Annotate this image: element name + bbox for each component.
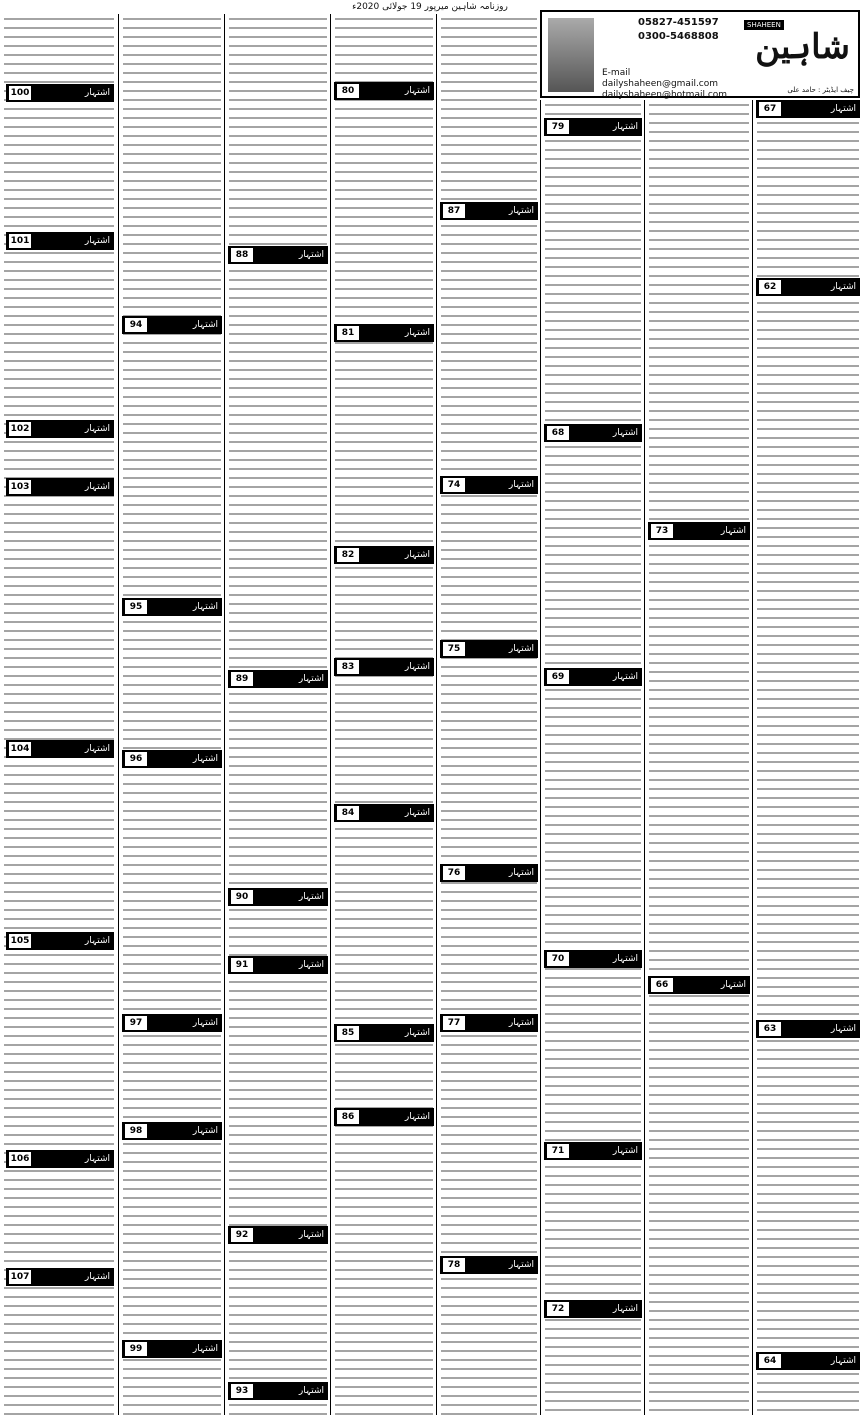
classified-header <box>334 82 434 100</box>
dateline: روزنامہ شاہین میرپور 19 جولائی 2020ء <box>352 2 508 12</box>
editor-line: چیف ایڈیٹر : حامد علی <box>787 86 854 94</box>
ad-tag: اشتہار <box>404 86 430 96</box>
classified-header <box>228 246 328 264</box>
ad-tag: اشتہار <box>612 954 638 964</box>
brand-urdu: شاہین <box>755 27 850 67</box>
classified-header <box>228 888 328 906</box>
email-block <box>602 68 752 101</box>
ad-tag: اشتہار <box>508 868 534 878</box>
ad-number: 89 <box>231 672 253 686</box>
ad-tag: اشتہار <box>298 960 324 970</box>
email-secondary: dailyshaheen@hotmail.com <box>602 90 728 100</box>
ad-number: 63 <box>759 1022 781 1036</box>
ad-tag: اشتہار <box>84 236 110 246</box>
ad-number: 96 <box>125 752 147 766</box>
contact-block <box>638 16 748 44</box>
classified-header <box>440 202 538 220</box>
ad-tag: اشتہار <box>612 1146 638 1156</box>
ad-number: 99 <box>125 1342 147 1356</box>
ad-tag: اشتہار <box>298 1230 324 1240</box>
classified-header <box>334 1024 434 1042</box>
ad-number: 107 <box>10 1272 30 1282</box>
classified-header <box>122 316 222 334</box>
column-1 <box>0 14 118 1415</box>
ad-number: 103 <box>10 482 30 492</box>
ad-number: 92 <box>231 1228 253 1242</box>
classified-header <box>6 84 114 102</box>
ad-number: 102 <box>10 424 30 434</box>
classified-header <box>544 424 642 442</box>
ad-number: 80 <box>337 84 359 98</box>
classified-header <box>228 1226 328 1244</box>
classified-header <box>440 640 538 658</box>
ad-number: 64 <box>759 1354 781 1368</box>
classified-header <box>440 476 538 494</box>
ad-tag: اشتہار <box>84 1272 110 1282</box>
ad-number: 85 <box>337 1026 359 1040</box>
classified-header <box>6 1150 114 1168</box>
ad-tag: اشتہار <box>404 662 430 672</box>
ad-tag: اشتہار <box>508 1260 534 1270</box>
ad-tag: اشتہار <box>612 672 638 682</box>
classified-header <box>440 1256 538 1274</box>
ad-tag: اشتہار <box>298 674 324 684</box>
ad-tag: اشتہار <box>84 482 110 492</box>
ad-tag: اشتہار <box>84 424 110 434</box>
classified-header <box>122 1122 222 1140</box>
ad-tag: اشتہار <box>508 644 534 654</box>
classified-header <box>228 1382 328 1400</box>
ad-tag: اشتہار <box>192 754 218 764</box>
ad-number: 101 <box>10 236 30 246</box>
ad-tag: اشتہار <box>84 88 110 98</box>
ad-tag: اشتہار <box>720 980 746 990</box>
ad-tag: اشتہار <box>508 480 534 490</box>
classified-header <box>756 1352 860 1370</box>
ad-number: 75 <box>443 642 465 656</box>
classified-header <box>122 598 222 616</box>
ad-number: 100 <box>10 88 30 98</box>
ad-number: 97 <box>125 1016 147 1030</box>
ad-number: 93 <box>231 1384 253 1398</box>
ad-tag: اشتہار <box>508 1018 534 1028</box>
classified-header <box>6 232 114 250</box>
ad-number: 67 <box>759 102 781 116</box>
classified-header <box>648 976 750 994</box>
ad-number: 87 <box>443 204 465 218</box>
classified-header <box>334 546 434 564</box>
ad-number: 74 <box>443 478 465 492</box>
classified-header <box>440 1014 538 1032</box>
classified-header <box>544 1142 642 1160</box>
ad-tag: اشتہار <box>298 1386 324 1396</box>
classified-header <box>6 420 114 438</box>
classified-header <box>122 1340 222 1358</box>
ad-tag: اشتہار <box>298 892 324 902</box>
classified-header <box>6 1268 114 1286</box>
column-3 <box>224 14 331 1415</box>
classified-header <box>6 932 114 950</box>
classified-header <box>334 804 434 822</box>
column-7 <box>644 100 753 1415</box>
brand-logo <box>744 16 854 86</box>
ad-tag: اشتہار <box>404 1112 430 1122</box>
classified-header <box>756 278 860 296</box>
ad-number: 68 <box>547 426 569 440</box>
ad-number: 72 <box>547 1302 569 1316</box>
brand-latin: SHAHEEN <box>744 20 784 30</box>
mobile: 0300-5468808 <box>638 31 719 42</box>
column-4 <box>330 14 437 1415</box>
classified-header <box>228 956 328 974</box>
ad-tag: اشتہار <box>612 1304 638 1314</box>
masthead <box>540 10 860 98</box>
classified-header <box>6 740 114 758</box>
classified-header <box>756 1020 860 1038</box>
ad-number: 82 <box>337 548 359 562</box>
ad-number: 77 <box>443 1016 465 1030</box>
classified-header <box>6 478 114 496</box>
email-label: E-mail <box>602 68 631 78</box>
column-5 <box>436 14 541 1415</box>
classified-header <box>544 950 642 968</box>
phone: 05827-451597 <box>638 17 719 28</box>
ad-tag: اشتہار <box>404 550 430 560</box>
ad-tag: اشتہار <box>192 1018 218 1028</box>
column-2 <box>118 14 225 1415</box>
ad-tag: اشتہار <box>84 936 110 946</box>
ad-number: 69 <box>547 670 569 684</box>
classified-header <box>122 750 222 768</box>
ad-number: 78 <box>443 1258 465 1272</box>
classified-header <box>334 658 434 676</box>
ad-number: 86 <box>337 1110 359 1124</box>
ad-tag: اشتہار <box>830 1024 856 1034</box>
ad-number: 83 <box>337 660 359 674</box>
ad-number: 90 <box>231 890 253 904</box>
ad-tag: اشتہار <box>508 206 534 216</box>
ad-tag: اشتہار <box>830 1356 856 1366</box>
ad-tag: اشتہار <box>720 526 746 536</box>
ad-tag: اشتہار <box>192 320 218 330</box>
classified-header <box>228 670 328 688</box>
ad-number: 94 <box>125 318 147 332</box>
ad-tag: اشتہار <box>298 250 324 260</box>
classified-header <box>440 864 538 882</box>
ad-tag: اشتہار <box>84 744 110 754</box>
ad-number: 98 <box>125 1124 147 1138</box>
classified-header <box>648 522 750 540</box>
ad-tag: اشتہار <box>404 1028 430 1038</box>
column-6 <box>540 100 645 1415</box>
ad-number: 70 <box>547 952 569 966</box>
classified-header <box>544 668 642 686</box>
ad-number: 81 <box>337 326 359 340</box>
ad-number: 84 <box>337 806 359 820</box>
ad-tag: اشتہار <box>404 328 430 338</box>
building-photo <box>548 18 594 92</box>
ad-number: 73 <box>651 524 673 538</box>
classified-header <box>756 100 860 118</box>
ad-tag: اشتہار <box>404 808 430 818</box>
ad-tag: اشتہار <box>192 1344 218 1354</box>
ad-tag: اشتہار <box>192 602 218 612</box>
ad-number: 95 <box>125 600 147 614</box>
ad-number: 104 <box>10 744 30 754</box>
classified-header <box>122 1014 222 1032</box>
ad-tag: اشتہار <box>612 122 638 132</box>
ad-number: 76 <box>443 866 465 880</box>
ad-number: 105 <box>10 936 30 946</box>
ad-number: 62 <box>759 280 781 294</box>
column-8 <box>752 100 863 1415</box>
classified-header <box>544 118 642 136</box>
classified-header <box>544 1300 642 1318</box>
ad-tag: اشتہار <box>830 282 856 292</box>
ad-number: 71 <box>547 1144 569 1158</box>
ad-number: 88 <box>231 248 253 262</box>
ad-tag: اشتہار <box>84 1154 110 1164</box>
ad-tag: اشتہار <box>830 104 856 114</box>
classified-header <box>334 1108 434 1126</box>
ad-tag: اشتہار <box>612 428 638 438</box>
ad-number: 91 <box>231 958 253 972</box>
ad-number: 106 <box>10 1154 30 1164</box>
classified-header <box>334 324 434 342</box>
ad-tag: اشتہار <box>192 1126 218 1136</box>
ad-number: 66 <box>651 978 673 992</box>
email-primary: dailyshaheen@gmail.com <box>602 79 719 89</box>
ad-number: 79 <box>547 120 569 134</box>
